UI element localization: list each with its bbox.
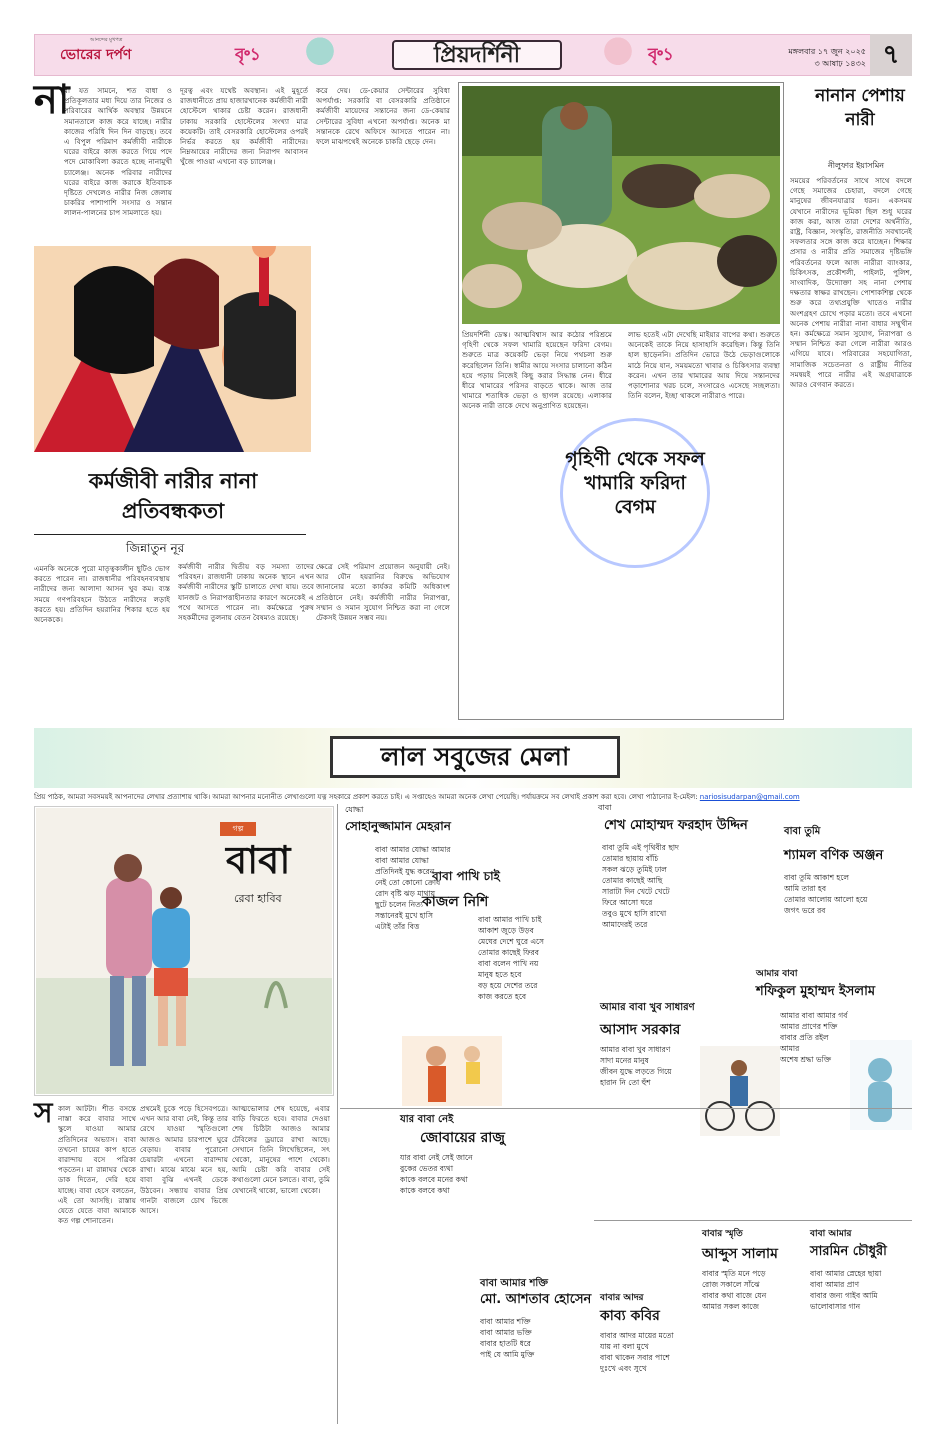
- poem7-kicker: বাবার আদর: [600, 1293, 644, 1303]
- poem6-body: বাবা আমার শক্তি বাবা আমার ভক্তি বাবার হাতটি ধরে পাই যে আমি মুক্তি: [480, 1317, 535, 1359]
- poem4-body: বাবা তুমি এই পৃথিবীর ছাদ তোমার ছায়ায় বাঁচি সকল ঝড়ে তুমিই ঢাল তোমার কাছেই আছি সারাটা দিন খেটে খেটে ফিরে আসো ঘরে তবুও মুখে হাসি রাখো আমাদেরই তরে: [602, 843, 679, 929]
- poem4-author: শেখ মোহাম্মদ ফরহাদ উদ্দিন: [604, 818, 748, 833]
- poem5-body: আমার বাবা খুব সাধারণ সাদা মনের মানুষ জীবন যুদ্ধে লড়তে গিয়ে হারান নি তো হুঁশ: [600, 1045, 672, 1087]
- article3-body: সময়ের পরিবর্তনের সাথে সাথে বদলে গেছে সমাজের চেহারা, বদলে গেছে মানুষের জীবনযাত্রার ধরন। একসময় যেখানে নারীদের ভূমিকা ছিল শুধু ঘরের কাজ করা, আজ তারা দেশের অর্থনীতি, রাষ্ট্র, বিজ্ঞান, সংস্কৃতি, রাজনীতি সবখানেই সফলতার সঙ্গে কাজ করে যাচ্ছেন। শিক্ষার প্রসার ও নারীর প্রতি সমাজের দৃষ্টিভঙ্গি পরিবর্তনের ফলে আজ নারীরা ব্যাংকার, চিকিৎসক, প্রকৌশলী, পাইলট, পুলিশ, সাংবাদিক, উদ্যোক্তা সহ নানা পেশায় দক্ষতার স্বাক্ষর রাখছেন। পোশাকশিল্প থেকে শুরু করে তথ্যপ্রযুক্তি খাতেও নারীর অংশগ্রহণ চোখে পড়ার মতো। তবে এখনো অনেক পেশায় নারীরা নানা বাধার সম্মুখীন হন। কর্মক্ষেত্রে সমান সুযোগ, নিরাপত্তা ও সম্মান নিশ্চিত করা গেলে নারীরা আরও এগিয়ে যাবে। পরিবারের সহযোগিতা, সামাজিক সচেতনতা ও রাষ্ট্রীয় নীতির সমন্বয়ই পারে নারীর এই অগ্রযাত্রাকে আরও বেগবান করতে।: [790, 176, 912, 390]
- poem1-author: সোহানুজ্জামান মেহরান: [345, 819, 451, 833]
- farmer-with-sheep-photo: [462, 86, 780, 324]
- date-gregorian: মঙ্গলবার ১৭ জুন ২০২৫: [788, 47, 866, 56]
- submission-email-link[interactable]: nariosisudarpan@gmail.com: [699, 793, 800, 801]
- page-number: ৭: [870, 34, 912, 76]
- poem11-author: সারমিন চৌধুরী: [810, 1244, 887, 1259]
- poem7-body: বাবার আদর মায়ের মতো যায় না বলা মুখে বাবা থাকেন সবার পাশে দুঃখে এবং সুখে: [600, 1331, 674, 1373]
- poem11-body: বাবা আমার স্নেহের ছায়া বাবা আমার প্রাণ বাবার জন্য গাইব আমি ভালোবাসার গান: [810, 1269, 882, 1311]
- article2-col1: প্রিয়দর্শিনী ডেস্ক। আত্মবিশ্বাস আর কঠোর পরিশ্রমে গৃহিণী থেকে সফল খামারি হয়েছেন ফরিদা বেগম। শুরুতে মাত্র কয়েকটি ভেড়া নিয়ে পথচলা শুরু করেছিলেন তিনি। স্বামীর আয়ে সংসার চালানো কঠিন হয়ে পড়ায় নিজেই কিছু করার সিদ্ধান্ত নেন। ধীরে ধীরে খামারের পরিসর বাড়তে থাকে। আজ তার খামারে শতাধিক ভেড়া ও ছাগল রয়েছে। এলাকার অনেক নারী তাকে দেখে অনুপ্রাণিত হয়েছেন।: [462, 330, 612, 411]
- newspaper-logo[interactable]: ভোরের দর্পণ: [60, 47, 132, 63]
- woman-portrait-icon: [300, 36, 340, 74]
- poem11-kicker: বাবা আমার: [810, 1229, 852, 1239]
- poem9-title: বাবা তুমি: [784, 826, 821, 837]
- poem8-body: বাবার স্মৃতি মনে পড়ে রোজ সকালে সাঁঝে বাবার কথা বাজে যেন আমার সকল কাজে: [702, 1269, 767, 1311]
- story-dropcap: স: [34, 1096, 53, 1129]
- poem2-body: বাবা আমার পাখি চাই আকাশ জুড়ে উড়ব মেঘের দেশে ঘুরে এসে তোমার কাছেই ফিরব বাবা বলেন পাখি নয় মানুষ হতে হবে বড় হয়ে দেশের তরে কাজ করতে হবে: [478, 915, 545, 1001]
- poem3-author: জোবায়ের রাজু: [420, 1130, 505, 1146]
- article2-headline-badge: গৃহিণী থেকে সফল খামারি ফরিদা বেগম: [560, 418, 710, 568]
- poem5-author: আসাদ সরকার: [600, 1022, 681, 1038]
- poem1-body: বাবা আমার যোদ্ধা আমার বাবা আমার যোদ্ধা প্রতিদিনই যুদ্ধ করেন নেই তো কোনো ক্রোধ রোদ বৃষ্টি ঝড় মাথায় ছুটে চলেন নিত্য সন্তানেরই মুখে হাসি এটাই তাঁর বিত্ত: [375, 845, 451, 931]
- article1-lower-col2: কর্মজীবী নারীর দ্বিতীয় বড় সমস্যা তাদের পরিবহন। রাজধানী ঢাকায় অনেক স্থানে এখন কর্মজীবী নারীদের স্কুটি চালাতে দেখা যায়। তবে যানজট ও নিরাপত্তাহীনতার কারণে অনেকেই এ পথে আসতে পারেন না। কর্মক্ষেত্রে পুরুষ সহকর্মীদের তুলনায় বেতন বৈষম্যও রয়েছে।: [178, 562, 314, 623]
- father-hug-illustration: [850, 1040, 912, 1130]
- section-divider: [340, 1108, 912, 1109]
- poem6-author: মো. আশতাব হোসেন: [480, 1292, 592, 1307]
- banner-title: লাল সবুজের মেলা: [330, 736, 620, 778]
- article3-headline: নানান পেশায় নারী: [815, 86, 905, 130]
- story-col2: প্রথমেই চুকে পড়ে হিসেবপত্রে। এখন আর বাবা নেই, কিন্তু তার রেখে যাওয়া স্মৃতিগুলো আজও আমার চারপাশে ঘুরে বেড়ায়। বাবার পুরোনো চেয়ারটা এখনো বারান্দায় রাখা। মাঝে মাঝে মনে হয়, বাবা বুঝি এখনই ডেকে উঠবেন। সন্ধ্যায় বাবার প্রিয় গানটা বাজলে চোখ ভিজে আসে।: [140, 1104, 228, 1216]
- story-title: বাবা: [226, 838, 291, 882]
- article1-lower-col1: এমনকি অনেকে পুরো মাতৃত্বকালীন ছুটিও ভোগ করতে পারেন না। রাজধানীর পরিবহনব্যবস্থায় নারীদের জন্য আলাদা আসন খুব কম। ব্যস্ত সময়ে গণপরিবহনে উঠতে নারীদের লড়াই করতে হয়। প্রতিদিন হয়রানির শিকার হতে হয় অনেককে।: [34, 564, 170, 625]
- poem2-author: কাজল নিশি: [422, 894, 489, 910]
- poem8-kicker: বাবার স্মৃতি: [702, 1229, 743, 1239]
- poem10-author: শফিকুল মুহাম্মদ ইসলাম: [756, 984, 876, 999]
- logo-tagline: আনন্দের মুখপত্র: [90, 37, 123, 43]
- section-divider: [594, 1220, 912, 1221]
- section-title: প্রিয়দর্শিনী: [392, 40, 562, 70]
- article1-lower-col3: ক্ষেত্রে সেই পরিমাণ প্রয়োজন অনুযায়ী নেই। আর যৌন হয়রানির বিরুদ্ধে অভিযোগ জানানোর মতো কার্যকর কমিটি অধিকাংশ প্রতিষ্ঠানে নেই। কর্মজীবী নারীর নিরাপত্তা, সম্মান ও সমান সুযোগ নিশ্চিত করা না গেলে টেকসই উন্নয়ন সম্ভব নয়।: [316, 562, 450, 623]
- drop-cap: না: [34, 77, 70, 123]
- bicycle-illustration: [700, 1046, 780, 1136]
- story-col1: কাল আটটা। শীত বসন্তে নাস্তা করে বাবার সাথে স্কুলে যাওয়া আমার প্রতিদিনের অভ্যাস। বাবা তখনো চায়ের কাপ হাতে বারান্দায় বসে পত্রিকা পড়তেন। মা রান্নাঘর থেকে ডাক দিতেন, দেরি হয়ে যাচ্ছে। বাবা হেসে বলতেন, এই তো আসছি। রাস্তায় যেতে যেতে বাবা আমাকে কত গল্প শোনাতেন।: [58, 1104, 136, 1226]
- date-bengali: ৩ আষাঢ় ১৪৩২: [814, 59, 866, 68]
- poem10-kicker: আমার বাবা: [756, 969, 798, 979]
- poem6-title: বাবা আমার শক্তি: [480, 1278, 549, 1289]
- article2-col2: লাভ হতেই এটা দেখেছি মাইয়ার বাপের কথা। শুরুতে অনেকেই তাকে নিয়ে হাসাহাসি করেছিল। কিন্তু তিনি হাল ছাড়েননি। প্রতিদিন ভোরে উঠে ভেড়াগুলোকে মাঠে নিয়ে যান, সময়মতো খাবার ও চিকিৎসার ব্যবস্থা করেন। এখন তার খামারের আয় দিয়ে সন্তানদের পড়াশোনার খরচ চলে, সংসারেও এসেছে সচ্ছলতা। তিনি বলেন, ইচ্ছা থাকলে নারীরাও পারে।: [628, 330, 780, 401]
- women-workers-illustration: [34, 246, 311, 452]
- article1-headline: কর্মজীবী নারীর নানা প্রতিবন্ধকতা: [88, 469, 258, 523]
- article1-col3: করে দেয়। ডে-কেয়ার সেন্টারের সুবিধা অপর্যাপ্ত: সরকারি বা বেসরকারি প্রতিষ্ঠানে কর্মজীবী মায়েদের সন্তানের জন্য ডে-কেয়ার সেন্টারের সুবিধা এখনো অপর্যাপ্ত। অনেক মা সন্তানকে রেখে অফিসে আসতে পারেন না। ফলে মাঝপথেই অনেকে চাকরি ছেড়ে দেন।: [316, 86, 450, 147]
- story-col3: আত্মভোলার শেষ হয়েছে, এবার বাড়ি ফিরতে হবে। বাবার দেওয়া শেষ চিঠিটা আজও আমার টেবিলের ড্রয়ারে রাখা আছে। সেখানে তিনি লিখেছিলেন, সৎ থেকো, মানুষের পাশে থেকো। আমি চেষ্টা করি বাবার সেই কথাগুলো মেনে চলতে। বাবা, তুমি যেখানেই থাকো, ভালো থেকো।: [232, 1104, 330, 1195]
- article3-byline: নীলুফার ইয়াসমিন: [827, 161, 885, 170]
- poem8-author: আব্দুস সালাম: [702, 1246, 778, 1262]
- genre-tag: গল্প: [220, 822, 256, 836]
- decorative-numeral-right: বৃ॰১: [648, 45, 673, 65]
- poem10-body: আমার বাবা আমার গর্ব আমার প্রাণের শক্তি বাবার প্রতি রইল আমার অশেষ শ্রদ্ধা ভক্তি: [780, 1011, 848, 1064]
- column-divider: [337, 804, 338, 1424]
- issue-date: [738, 46, 866, 70]
- story-author: রেবা হাবিব: [234, 892, 282, 905]
- poem9-body: বাবা তুমি আকাশ হলে আমি তারা হব তোমার আলোয় আলো হয়ে জগৎ ভরে রব: [784, 873, 868, 915]
- article1-byline: জিন্নাতুন নূর: [126, 541, 185, 555]
- divider: [34, 534, 306, 535]
- poem4-kicker: বাবা: [598, 803, 612, 812]
- father-lifting-child-illustration: [402, 1036, 502, 1106]
- poem5-kicker: আমার বাবা খুব সাধারণ: [600, 1002, 695, 1013]
- poem9-author: শ্যামল বণিক অঞ্জন: [784, 848, 884, 863]
- poem3-title: যার বাবা নেই: [400, 1114, 454, 1125]
- decorative-numeral-left: বৃ॰১: [235, 45, 260, 65]
- submission-text: প্রিয় পাঠক, আমরা সবসময়ই আপনাদের লেখার প্রত্যাশায় থাকি। আমরা আপনার মনোনীত লেখাগুলো যত্ন সহকারে প্রকাশ করতে চাই। এ সপ্তাহেও আমরা অনেক লেখা পেয়েছি। পর্যায়ক্রমে সব লেখাই প্রকাশ করা হবে। লেখা পাঠানোর ই-মেইল:: [34, 793, 698, 801]
- poem3-body: যার বাবা নেই সেই জানে বুকের ভেতর ব্যথা কাকে বলবে মনের কথা কাকে বলবে কথা: [400, 1153, 473, 1195]
- article1-col1-top: রী যত সামনে, শত বাধা ও প্রতিকূলতার মধ্য দিয়ে তার নিজের ও পরিবারের আর্থিক অবস্থার উন্নয়নে সমানতালে কাজ করে যাচ্ছে। নারীর কাজের পরিধি দিন দিন বাড়ছে। তবে এ বিপুল পরিমাণ কর্মজীবী নারীকে ঘরের বাইরে কাজ করতে গিয়ে পদে পদে মোকাবিলা করতে হচ্ছে নানামুখী চ্যালেঞ্জ। অনেক পরিবার নারীদের ঘরের বাইরে কাজ করাকে ইতিবাচক দৃষ্টিতে দেখলেও নারীর নিজ জেলায় চাকরির পাশাপাশি সংসার ও সন্তান লালন-পালনের চাপ সামলাতে হয়।: [64, 86, 172, 218]
- poem1-kicker: যোদ্ধা: [345, 805, 364, 814]
- poem7-author: কাব্য কবির: [600, 1308, 660, 1324]
- poem2-title: বাবা পাখি চাই: [432, 869, 500, 883]
- woman-portrait-icon: [598, 36, 638, 74]
- submission-notice: [34, 792, 912, 802]
- article1-col2-top: দূরত্ব এবং যথেষ্ট অবস্থান। এই মুহূর্তে রাজধানীতে প্রায় হাজারখানেক কর্মজীবী নারী হোস্টেলে থাকার চেষ্টা করেন। রাজধানী ঢাকায় সরকারি হোস্টেলের সংখ্যা মাত্র কয়েকটি। তাই বেসরকারি হোস্টেলের ওপরই নির্ভর করতে হয় কর্মজীবী নারীদের। নিম্নআয়ের নারীদের জন্য নিরাপদ আবাসন খুঁজে পাওয়া এখনো বড় চ্যালেঞ্জ।: [180, 86, 308, 167]
